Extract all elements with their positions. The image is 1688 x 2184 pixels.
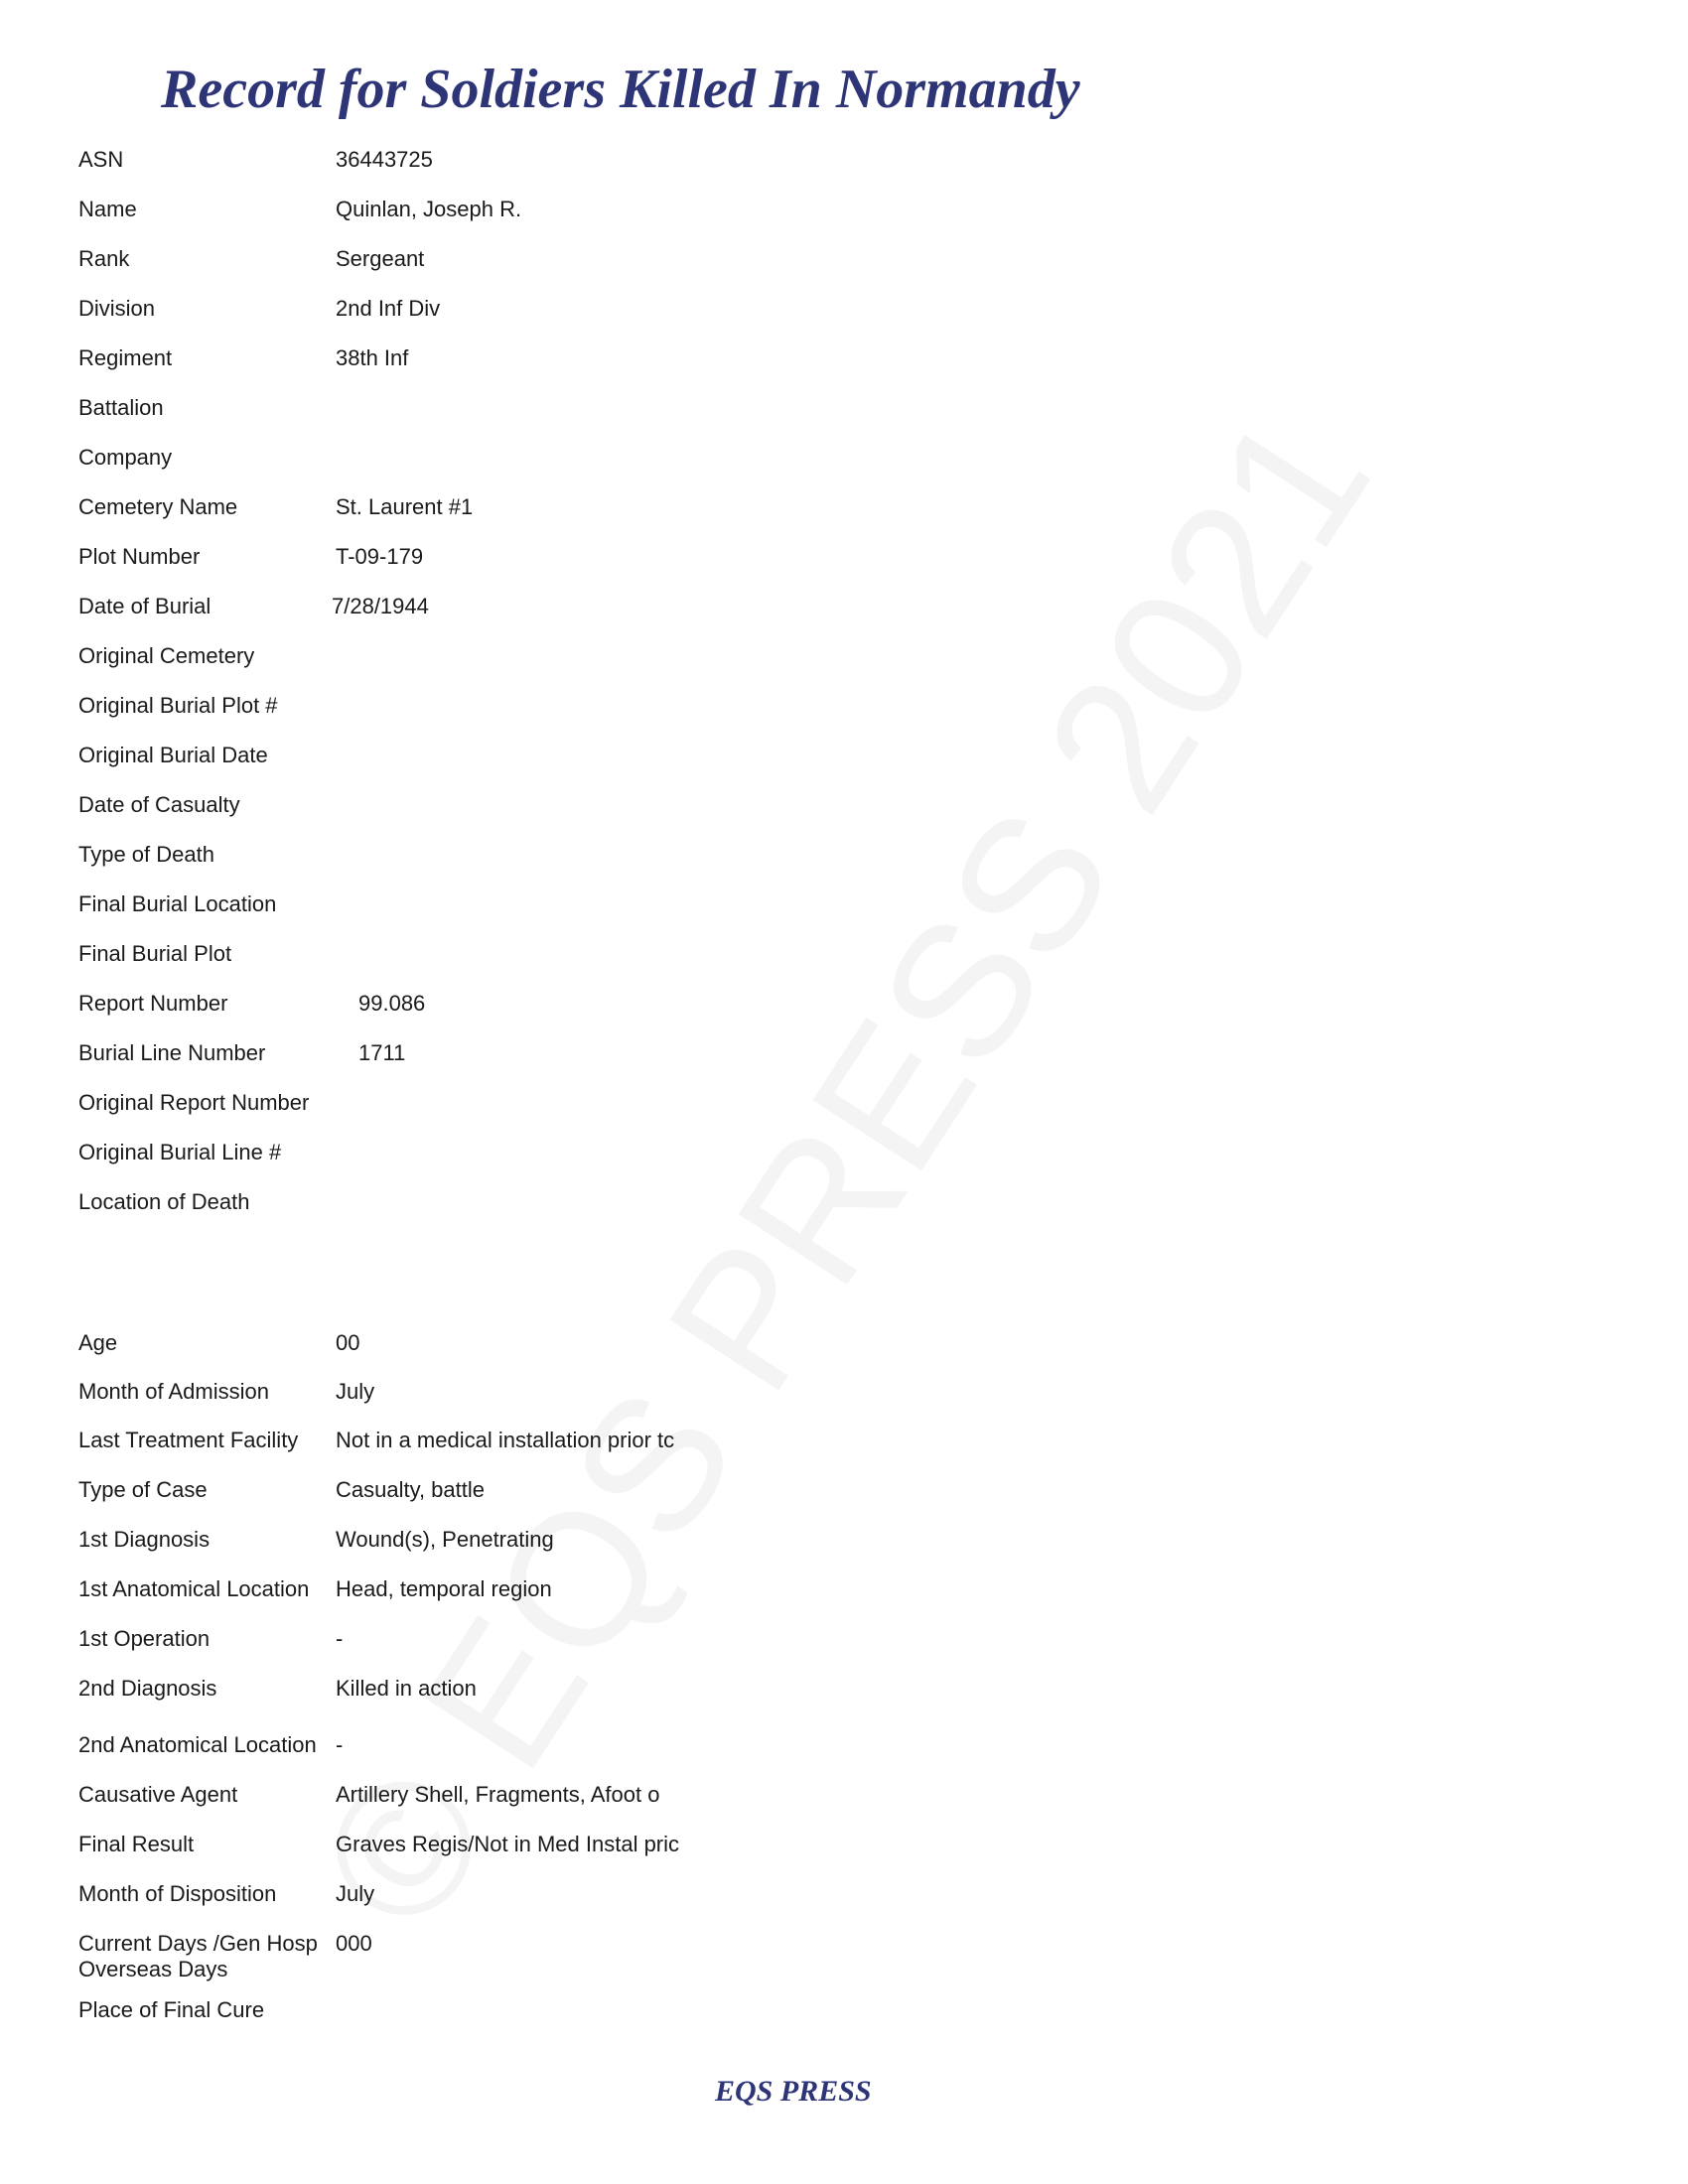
date-of-burial-label: Date of Burial xyxy=(78,594,211,618)
cemetery-name-value: St. Laurent #1 xyxy=(336,494,474,519)
month-of-admission-label: Month of Admission xyxy=(78,1379,269,1404)
type-of-case-value: Casualty, battle xyxy=(336,1477,486,1502)
original-burial-plot-label: Original Burial Plot # xyxy=(78,693,278,718)
overseas-days-label: Overseas Days xyxy=(78,1957,228,1981)
original-burial-date-label: Original Burial Date xyxy=(78,743,268,767)
first-diagnosis-label: 1st Diagnosis xyxy=(78,1527,211,1552)
final-burial-plot-label: Final Burial Plot xyxy=(78,941,232,966)
first-diagnosis-value: Wound(s), Penetrating xyxy=(336,1527,554,1552)
first-anatomical-location-label: 1st Anatomical Location xyxy=(78,1576,310,1601)
type-of-death-label: Type of Death xyxy=(78,842,214,867)
month-of-admission-value: July xyxy=(336,1379,375,1404)
regiment-label: Regiment xyxy=(78,345,173,370)
causative-agent-value: Artillery Shell, Fragments, Afoot o xyxy=(336,1782,660,1807)
publisher-footer: EQS PRESS xyxy=(715,2075,872,2108)
report-number-value: 99.086 xyxy=(358,991,426,1016)
name-value: Quinlan, Joseph R. xyxy=(336,197,522,221)
original-report-number-label: Original Report Number xyxy=(78,1090,310,1115)
first-operation-value: - xyxy=(336,1626,344,1651)
division-value: 2nd Inf Div xyxy=(336,296,441,321)
type-of-case-label: Type of Case xyxy=(78,1477,208,1502)
asn-value: 36443725 xyxy=(336,147,433,172)
month-of-disposition-value: July xyxy=(336,1881,375,1906)
location-of-death-label: Location of Death xyxy=(78,1189,250,1214)
first-operation-label: 1st Operation xyxy=(78,1626,211,1651)
cemetery-name-label: Cemetery Name xyxy=(78,494,238,519)
original-cemetery-label: Original Cemetery xyxy=(78,643,255,668)
asn-label: ASN xyxy=(78,147,124,172)
original-burial-line-label: Original Burial Line # xyxy=(78,1140,282,1164)
rank-value: Sergeant xyxy=(336,246,425,271)
last-treatment-facility-label: Last Treatment Facility xyxy=(78,1428,299,1452)
final-burial-location-label: Final Burial Location xyxy=(78,891,277,916)
company-label: Company xyxy=(78,445,173,470)
first-anatomical-location-value: Head, temporal region xyxy=(336,1576,552,1601)
causative-agent-label: Causative Agent xyxy=(78,1782,238,1807)
plot-number-label: Plot Number xyxy=(78,544,201,569)
last-treatment-facility-value: Not in a medical installation prior tc xyxy=(336,1428,675,1452)
place-of-final-cure-label: Place of Final Cure xyxy=(78,1997,265,2022)
second-diagnosis-value: Killed in action xyxy=(336,1676,477,1701)
month-of-disposition-label: Month of Disposition xyxy=(78,1881,277,1906)
current-days-gen-hosp-label: Current Days /Gen Hosp xyxy=(78,1931,318,1956)
second-anatomical-location-label: 2nd Anatomical Location xyxy=(78,1732,317,1757)
final-result-value: Graves Regis/Not in Med Instal pric xyxy=(336,1832,680,1856)
final-result-label: Final Result xyxy=(78,1832,195,1856)
burial-line-number-label: Burial Line Number xyxy=(78,1040,266,1065)
name-label: Name xyxy=(78,197,137,221)
battalion-label: Battalion xyxy=(78,395,164,420)
rank-label: Rank xyxy=(78,246,130,271)
burial-line-number-value: 1711 xyxy=(358,1040,406,1065)
date-of-casualty-label: Date of Casualty xyxy=(78,792,240,817)
plot-number-value: T-09-179 xyxy=(336,544,424,569)
age-label: Age xyxy=(78,1330,118,1355)
age-value: 00 xyxy=(336,1330,360,1355)
report-number-label: Report Number xyxy=(78,991,228,1016)
second-diagnosis-label: 2nd Diagnosis xyxy=(78,1676,217,1701)
second-anatomical-location-value: - xyxy=(336,1732,344,1757)
document-title: Record for Soldiers Killed In Normandy xyxy=(161,59,1080,120)
division-label: Division xyxy=(78,296,156,321)
date-of-burial-value: 7/28/1944 xyxy=(332,594,429,618)
current-days-gen-hosp-value: 000 xyxy=(336,1931,372,1956)
regiment-value: 38th Inf xyxy=(336,345,409,370)
